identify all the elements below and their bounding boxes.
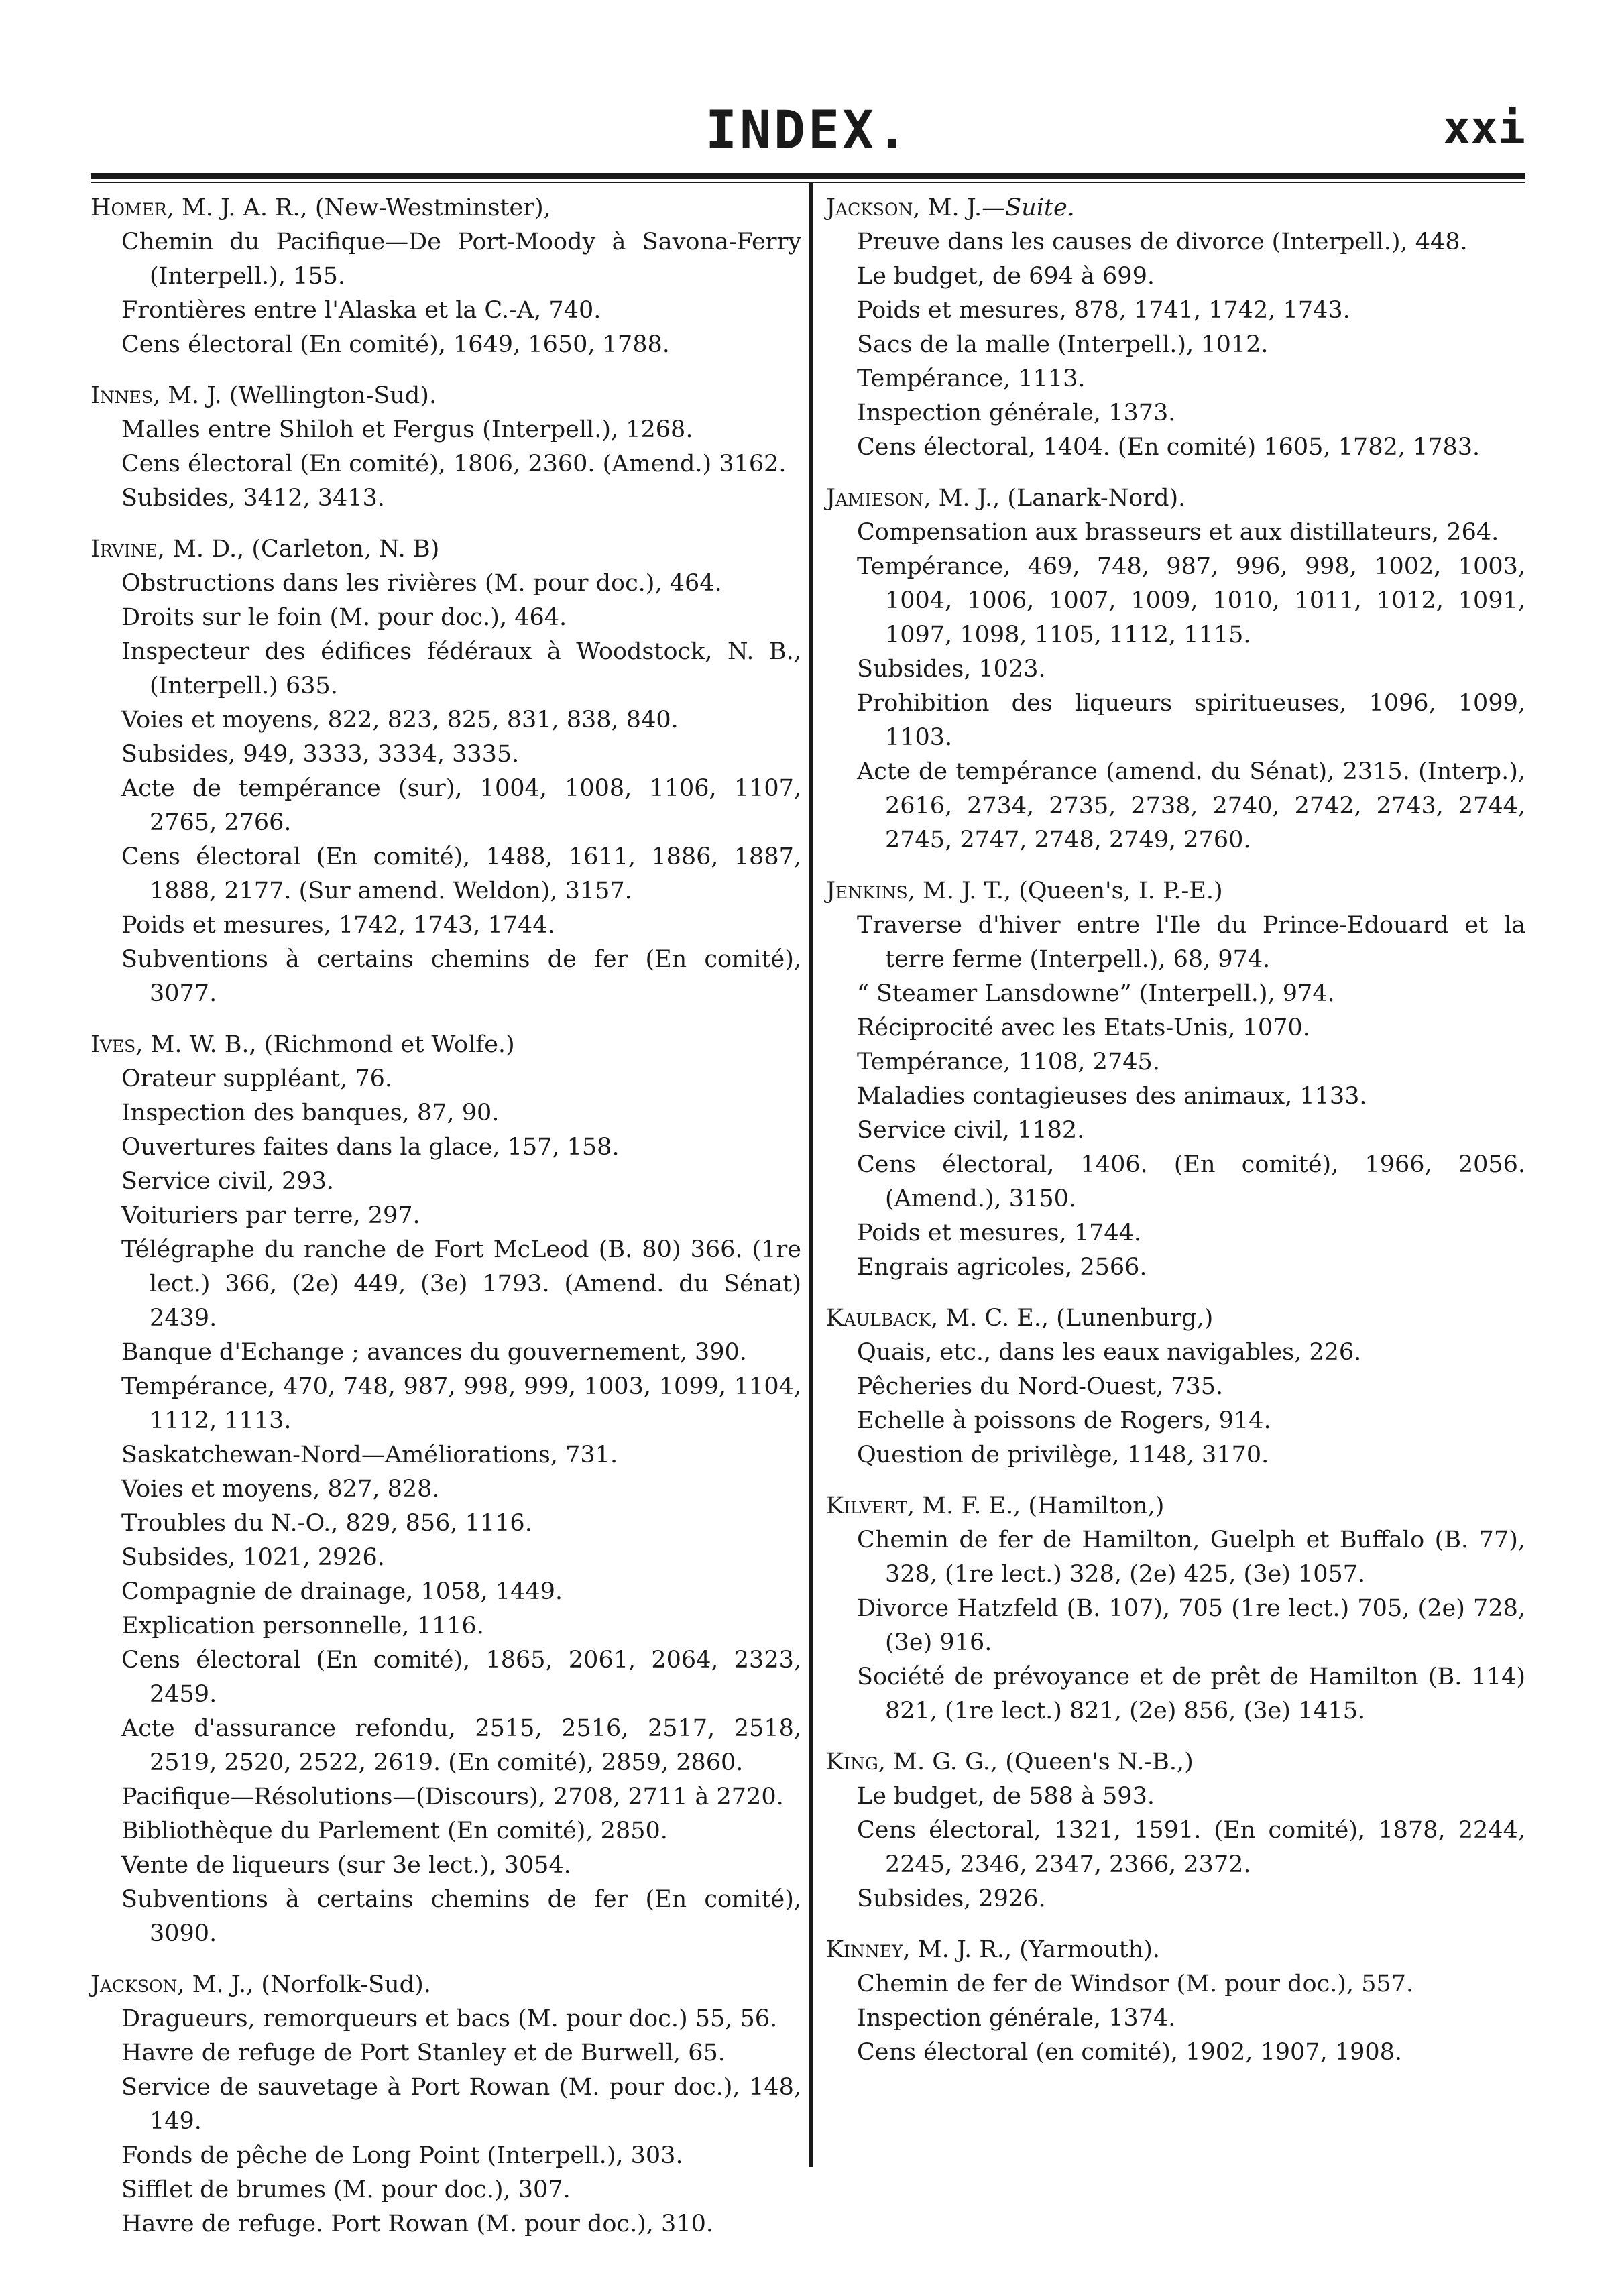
entry-item: Service civil, 1182. — [857, 1117, 1085, 1144]
member-name: Jackson — [91, 1971, 178, 1998]
entry-item: Acte de tempérance (amend. du Sénat), 2315. (Interp.), 2616, 2734, 2735, 2738, 2740, 2742, 2743, 2744, 2745, 2747, 2748, 2749, 2760. — [857, 758, 1525, 854]
entry-item: Cens électoral, 1406. (En comité), 1966, 2056. (Amend.), 3150. — [857, 1151, 1525, 1212]
entry-item: Subsides, 3412, 3413. — [121, 485, 385, 512]
entry-item: Troubles du N.-O., 829, 856, 1116. — [121, 1510, 532, 1537]
entry-item: Service de sauvetage à Port Rowan (M. pour doc.), 148, 149. — [121, 2074, 801, 2135]
entry-item: Poids et mesures, 878, 1741, 1742, 1743. — [857, 297, 1350, 324]
entry-item: Malles entre Shiloh et Fergus (Interpell.), 1268. — [121, 416, 693, 443]
entry-item: Subventions à certains chemins de fer (En comité), 3090. — [121, 1886, 801, 1947]
entry-item: Inspecteur des édifices fédéraux à Woodstock, N. B., (Interpell.) 635. — [121, 638, 801, 699]
index-entry — [91, 1968, 801, 2241]
entry-item: Orateur suppléant, 76. — [121, 1065, 393, 1092]
index-entry — [91, 1028, 801, 1951]
entry-item: Obstructions dans les rivières (M. pour doc.), 464. — [121, 570, 722, 597]
entry-item: Compensation aux brasseurs et aux distillateurs, 264. — [857, 519, 1499, 546]
right-column — [826, 191, 1525, 2087]
member-name: Kinney — [826, 1936, 903, 1963]
entry-item: Poids et mesures, 1744. — [857, 1220, 1142, 1246]
entry-heading — [826, 874, 1525, 909]
entry-heading — [826, 1745, 1525, 1779]
member-name: King — [826, 1749, 878, 1775]
entry-item: Cens électoral, 1404. (En comité) 1605, 1782, 1783. — [857, 434, 1481, 461]
entry-item: Société de prévoyance et de prêt de Hamilton (B. 114) 821, (1re lect.) 821, (2e) 856, (3e) 1415. — [857, 1663, 1525, 1724]
entry-item: Traverse d'hiver entre l'Ile du Prince-Edouard et la terre ferme (Interpell.), 68, 974. — [857, 912, 1525, 973]
index-entry — [826, 1489, 1525, 1729]
page-number: xxi — [1443, 102, 1525, 155]
entry-item: Engrais agricoles, 2566. — [857, 1254, 1147, 1281]
entry-item: Havre de refuge. Port Rowan (M. pour doc.), 310. — [121, 2211, 713, 2237]
entry-item: Le budget, de 588 à 593. — [857, 1783, 1155, 1810]
entry-heading — [826, 1301, 1525, 1336]
index-entry — [826, 1301, 1525, 1472]
entry-item: Subsides, 1021, 2926. — [121, 1544, 385, 1571]
entry-item: Service civil, 293. — [121, 1168, 334, 1195]
left-column — [91, 191, 801, 2258]
entry-item: Subsides, 2926. — [857, 1885, 1046, 1912]
index-entry — [91, 532, 801, 1011]
entry-item: Voies et moyens, 822, 823, 825, 831, 838, 840. — [121, 707, 679, 734]
entry-item: Compagnie de drainage, 1058, 1449. — [121, 1578, 563, 1605]
entry-item: Saskatchewan-Nord—Améliorations, 731. — [121, 1442, 618, 1468]
member-riding: , M. F. E., (Hamilton,) — [907, 1493, 1165, 1519]
entry-item: Tempérance, 470, 748, 987, 998, 999, 1003, 1099, 1104, 1112, 1113. — [121, 1373, 801, 1434]
entry-item: Inspection générale, 1373. — [857, 400, 1176, 426]
member-name: Kaulback — [826, 1305, 931, 1332]
member-name: Kilvert — [826, 1493, 908, 1519]
index-entry — [826, 191, 1525, 465]
continued-label: Suite. — [1005, 194, 1075, 221]
member-riding: , M. W. B., (Richmond et Wolfe.) — [135, 1031, 515, 1058]
entry-item: Tempérance, 1108, 2745. — [857, 1049, 1160, 1075]
index-entry — [826, 1745, 1525, 1916]
member-riding: , M. J. T., (Queen's, I. P.-E.) — [907, 878, 1223, 904]
member-name: Jackson — [826, 194, 913, 221]
member-riding: , M. J., (Norfolk-Sud). — [177, 1971, 431, 1998]
entry-item: Maladies contagieuses des animaux, 1133. — [857, 1083, 1367, 1110]
entry-item: “ Steamer Lansdowne” (Interpell.), 974. — [857, 980, 1335, 1007]
entry-item: Voituriers par terre, 297. — [121, 1202, 420, 1229]
page-header — [91, 101, 1525, 174]
index-entry — [826, 1933, 1525, 2070]
member-riding: , M. J. R., (Yarmouth). — [903, 1936, 1160, 1963]
entry-item: Echelle à poissons de Rogers, 914. — [857, 1407, 1271, 1434]
entry-item: Inspection des banques, 87, 90. — [121, 1100, 500, 1126]
entry-item: Tempérance, 1113. — [857, 365, 1086, 392]
index-entry — [91, 379, 801, 516]
entry-item: Banque d'Echange ; avances du gouvernement, 390. — [121, 1339, 747, 1366]
entry-item: Cens électoral (en comité), 1902, 1907, 1908. — [857, 2039, 1403, 2066]
entry-item: Subsides, 1023. — [857, 656, 1046, 683]
header-rule — [91, 173, 1525, 179]
member-name: Irvine — [91, 536, 158, 563]
entry-heading — [91, 379, 801, 413]
member-name: Ives — [91, 1031, 136, 1058]
entry-heading — [826, 481, 1525, 516]
entry-item: Chemin de fer de Hamilton, Guelph et Buffalo (B. 77), 328, (1re lect.) 328, (2e) 425, (3e) 1057. — [857, 1527, 1525, 1588]
entry-heading — [91, 1968, 801, 2002]
member-name: Jenkins — [826, 878, 908, 904]
member-riding: , M. C. E., (Lunenburg,) — [931, 1305, 1214, 1332]
entry-item: Télégraphe du ranche de Fort McLeod (B. 80) 366. (1re lect.) 366, (2e) 449, (3e) 1793. (Amend. du Sénat) 2439. — [121, 1236, 801, 1332]
page-title: INDEX. — [705, 101, 911, 161]
member-riding: , M. J. A. R., (New-Westminster), — [166, 194, 551, 221]
entry-heading — [91, 191, 801, 225]
entry-item: Chemin du Pacifique—De Port-Moody à Savona-Ferry (Interpell.), 155. — [121, 229, 801, 290]
entry-item: Subsides, 949, 3333, 3334, 3335. — [121, 741, 520, 768]
entry-item: Poids et mesures, 1742, 1743, 1744. — [121, 912, 555, 939]
entry-item: Frontières entre l'Alaska et la C.-A, 740. — [121, 297, 601, 324]
entry-item: Prohibition des liqueurs spiritueuses, 1096, 1099, 1103. — [857, 690, 1525, 751]
index-entry — [826, 874, 1525, 1285]
entry-item: Cens électoral (En comité), 1649, 1650, 1788. — [121, 331, 670, 358]
member-riding: , M. J., (Lanark-Nord). — [923, 485, 1186, 512]
entry-item: Chemin de fer de Windsor (M. pour doc.), 557. — [857, 1971, 1414, 1997]
entry-item: Sacs de la malle (Interpell.), 1012. — [857, 331, 1269, 358]
entry-heading — [91, 1028, 801, 1062]
entry-item: Cens électoral (En comité), 1488, 1611, 1886, 1887, 1888, 2177. (Sur amend. Weldon), 3157. — [121, 843, 801, 904]
entry-item: Pêcheries du Nord-Ouest, 735. — [857, 1373, 1224, 1400]
entry-item: Le budget, de 694 à 699. — [857, 263, 1155, 290]
column-divider — [809, 182, 813, 2167]
entry-item: Dragueurs, remorqueurs et bacs (M. pour doc.) 55, 56. — [121, 2005, 778, 2032]
entry-item: Inspection générale, 1374. — [857, 2005, 1176, 2032]
entry-item: Réciprocité avec les Etats-Unis, 1070. — [857, 1014, 1310, 1041]
index-entry — [826, 481, 1525, 858]
entry-item: Pacifique—Résolutions—(Discours), 2708, 2711 à 2720. — [121, 1783, 784, 1810]
entry-item: Cens électoral (En comité), 1865, 2061, 2064, 2323, 2459. — [121, 1647, 801, 1708]
member-riding: , M. G. G., (Queen's N.-B.,) — [878, 1749, 1194, 1775]
member-riding: , M. D., (Carleton, N. B) — [157, 536, 440, 563]
member-name: Jamieson — [826, 485, 924, 512]
entry-item: Divorce Hatzfeld (B. 107), 705 (1re lect.) 705, (2e) 728, (3e) 916. — [857, 1595, 1525, 1656]
header-rule-thin — [91, 182, 1525, 183]
member-name: Innes — [91, 382, 153, 409]
entry-item: Fonds de pêche de Long Point (Interpell.), 303. — [121, 2142, 683, 2169]
entry-item: Quais, etc., dans les eaux navigables, 226. — [857, 1339, 1362, 1366]
entry-heading — [826, 1489, 1525, 1523]
entry-item: Acte d'assurance refondu, 2515, 2516, 2517, 2518, 2519, 2520, 2522, 2619. (En comité), 2859, 2860. — [121, 1715, 801, 1776]
entry-item: Sifflet de brumes (M. pour doc.), 307. — [121, 2176, 571, 2203]
entry-item: Vente de liqueurs (sur 3e lect.), 3054. — [121, 1852, 571, 1879]
entry-heading — [91, 532, 801, 567]
entry-heading — [826, 1933, 1525, 1967]
index-entry — [91, 191, 801, 362]
entry-item: Bibliothèque du Parlement (En comité), 2850. — [121, 1818, 668, 1845]
entry-item: Subventions à certains chemins de fer (En comité), 3077. — [121, 946, 801, 1007]
entry-item: Voies et moyens, 827, 828. — [121, 1476, 440, 1503]
entry-heading — [826, 191, 1525, 225]
entry-item: Ouvertures faites dans la glace, 157, 158. — [121, 1134, 620, 1161]
entry-item: Cens électoral, 1321, 1591. (En comité), 1878, 2244, 2245, 2346, 2347, 2366, 2372. — [857, 1817, 1525, 1878]
entry-item: Cens électoral (En comité), 1806, 2360. (Amend.) 3162. — [121, 451, 787, 477]
member-riding: , M. J.— — [913, 194, 1006, 221]
entry-item: Acte de tempérance (sur), 1004, 1008, 1106, 1107, 2765, 2766. — [121, 775, 801, 836]
member-name: Homer — [91, 194, 167, 221]
entry-item: Tempérance, 469, 748, 987, 996, 998, 1002, 1003, 1004, 1006, 1007, 1009, 1010, 1011, 1012, 1091, 1097, 1098, 1105, 1112, 1115. — [857, 553, 1525, 648]
entry-item: Havre de refuge de Port Stanley et de Burwell, 65. — [121, 2040, 726, 2066]
entry-item: Question de privilège, 1148, 3170. — [857, 1442, 1269, 1468]
entry-item: Preuve dans les causes de divorce (Interpell.), 448. — [857, 229, 1468, 255]
entry-item: Explication personnelle, 1116. — [121, 1613, 484, 1639]
member-riding: , M. J. (Wellington-Sud). — [152, 382, 437, 409]
entry-item: Droits sur le foin (M. pour doc.), 464. — [121, 604, 567, 631]
